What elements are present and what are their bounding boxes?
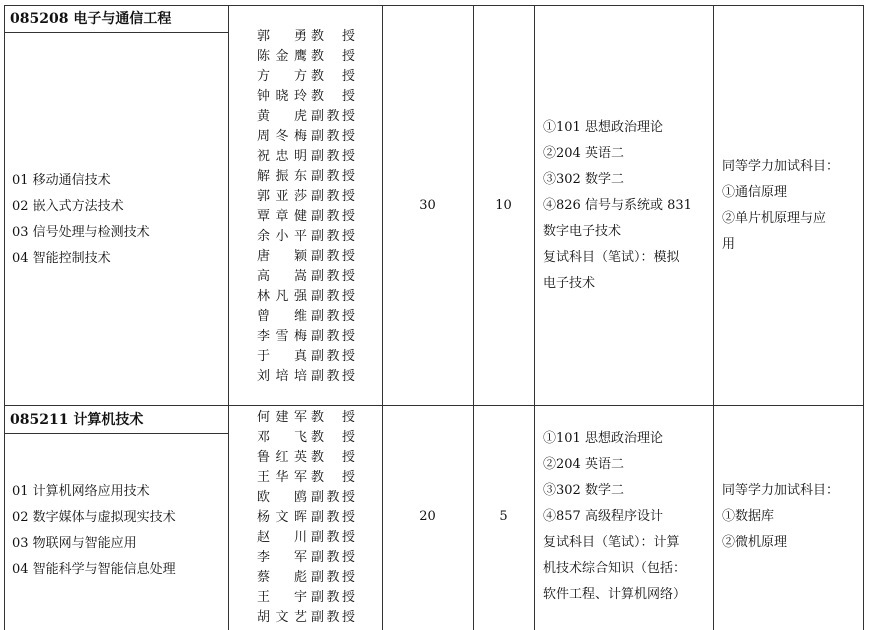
exam-line: 复试科目（笔试）：计算: [543, 535, 680, 550]
supervisor-row: [257, 27, 355, 47]
extra-line: ①数据库: [722, 509, 775, 524]
additional-exam: [722, 154, 862, 258]
supervisor-name: 钟晓玲: [257, 89, 307, 104]
exam-line: ②204 英语二: [543, 457, 624, 472]
supervisor-name: 于真: [257, 349, 307, 364]
supervisor-row: [257, 508, 355, 528]
supervisor-row: [257, 448, 355, 468]
exam-line: 数字电子技术: [543, 224, 622, 239]
supervisor-name: 何建军: [257, 410, 307, 425]
supervisor-rank: 副教授: [311, 289, 355, 304]
direction-item: 03 信号处理与检测技术: [12, 225, 150, 240]
recommended-count: 5: [499, 509, 508, 524]
supervisor-rank: 教授: [311, 89, 355, 104]
column-divider: [473, 5, 474, 630]
exam-line: 机技术综合知识（包括：: [543, 561, 687, 576]
extra-line: 同等学力加试科目：: [722, 159, 840, 174]
supervisor-rank: 副教授: [311, 309, 355, 324]
research-directions: [12, 479, 176, 583]
supervisor-name: 郭勇: [257, 29, 307, 44]
supervisor-row: [257, 327, 355, 347]
supervisor-name: 李雪梅: [257, 329, 307, 344]
supervisor-rank: 副教授: [311, 229, 355, 244]
supervisor-row: [257, 107, 355, 127]
enrollment-count: 20: [419, 509, 436, 524]
column-divider: [382, 5, 383, 630]
supervisor-name: 蔡彪: [257, 570, 307, 585]
supervisor-name: 赵川: [257, 530, 307, 545]
supervisor-name: 欧鸥: [257, 490, 307, 505]
enrollment-count: 30: [419, 198, 436, 213]
supervisor-rank: 教授: [311, 450, 355, 465]
table-border-top: [4, 5, 864, 6]
supervisor-row: [257, 588, 355, 608]
exam-line: ④826 信号与系统或 831: [543, 198, 692, 213]
supervisor-row: [257, 548, 355, 568]
supervisor-row: [257, 367, 355, 387]
extra-line: ②微机原理: [722, 535, 788, 550]
supervisor-name: 李军: [257, 550, 307, 565]
supervisor-name: 杨文晖: [257, 510, 307, 525]
supervisor-row: [257, 528, 355, 548]
supervisor-rank: 副教授: [311, 269, 355, 284]
supervisor-rank: 教授: [311, 69, 355, 84]
exam-subjects: [543, 426, 711, 608]
supervisor-name: 曾维: [257, 309, 307, 324]
supervisor-row: [257, 347, 355, 367]
extra-line: ①通信原理: [722, 185, 788, 200]
supervisor-name: 唐颖: [257, 249, 307, 264]
table-border-left: [4, 5, 5, 630]
supervisor-row: [257, 207, 355, 227]
supervisor-rank: 副教授: [311, 610, 355, 625]
additional-exam: [722, 478, 862, 556]
supervisor-name: 胡文艺: [257, 610, 307, 625]
exam-subjects: [543, 115, 711, 297]
supervisor-name: 林凡强: [257, 289, 307, 304]
supervisor-row: [257, 488, 355, 508]
supervisor-row: [257, 87, 355, 107]
direction-item: 02 嵌入式方法技术: [12, 199, 124, 214]
supervisor-rank: 教授: [311, 29, 355, 44]
supervisor-row: [257, 167, 355, 187]
supervisor-row: [257, 408, 355, 428]
exam-line: 电子技术: [543, 276, 596, 291]
exam-line: ①101 思想政治理论: [543, 120, 663, 135]
program-title: 085208 电子与通信工程: [10, 11, 172, 27]
supervisor-name: 高嵩: [257, 269, 307, 284]
supervisor-row: [257, 127, 355, 147]
supervisor-rank: 教授: [311, 470, 355, 485]
exam-line: 软件工程、计算机网络）: [543, 587, 687, 602]
supervisor-row: [257, 267, 355, 287]
supervisor-rank: 副教授: [311, 189, 355, 204]
title-divider: [4, 433, 228, 434]
exam-line: ④857 高级程序设计: [543, 509, 663, 524]
exam-line: ③302 数学二: [543, 483, 624, 498]
supervisor-rank: 副教授: [311, 109, 355, 124]
exam-line: ③302 数学二: [543, 172, 624, 187]
row-divider: [4, 405, 864, 406]
research-directions: [12, 168, 150, 272]
supervisor-rank: 副教授: [311, 510, 355, 525]
supervisor-name: 解振东: [257, 169, 307, 184]
extra-line: 用: [722, 237, 736, 252]
supervisor-rank: 教授: [311, 410, 355, 425]
direction-item: 04 智能控制技术: [12, 251, 111, 266]
supervisor-row: [257, 247, 355, 267]
column-divider: [534, 5, 535, 630]
supervisor-name: 鲁红英: [257, 450, 307, 465]
supervisor-name: 邓飞: [257, 430, 307, 445]
supervisor-rank: 副教授: [311, 209, 355, 224]
supervisor-name: 黄虎: [257, 109, 307, 124]
supervisor-rank: 副教授: [311, 249, 355, 264]
extra-line: ②单片机原理与应: [722, 211, 827, 226]
supervisor-name: 王宇: [257, 590, 307, 605]
extra-line: 同等学力加试科目：: [722, 483, 840, 498]
column-divider: [228, 5, 229, 630]
supervisor-rank: 副教授: [311, 570, 355, 585]
supervisor-name: 覃章健: [257, 209, 307, 224]
supervisor-row: [257, 307, 355, 327]
supervisor-name: 陈金鹰: [257, 49, 307, 64]
supervisor-rank: 副教授: [311, 530, 355, 545]
direction-item: 02 数字媒体与虚拟现实技术: [12, 510, 176, 525]
recommended-count: 10: [495, 198, 512, 213]
admissions-table: [4, 5, 864, 630]
supervisor-row: [257, 568, 355, 588]
exam-line: ②204 英语二: [543, 146, 624, 161]
supervisor-name: 祝忠明: [257, 149, 307, 164]
supervisor-rank: 副教授: [311, 349, 355, 364]
supervisor-list: [257, 408, 355, 628]
supervisor-row: [257, 147, 355, 167]
supervisor-row: [257, 67, 355, 87]
direction-item: 03 物联网与智能应用: [12, 536, 137, 551]
supervisor-row: [257, 608, 355, 628]
supervisor-row: [257, 468, 355, 488]
supervisor-rank: 副教授: [311, 129, 355, 144]
supervisor-rank: 副教授: [311, 490, 355, 505]
table-border-right: [863, 5, 864, 630]
supervisor-rank: 教授: [311, 49, 355, 64]
supervisor-rank: 副教授: [311, 329, 355, 344]
supervisor-rank: 副教授: [311, 590, 355, 605]
supervisor-row: [257, 187, 355, 207]
direction-item: 01 计算机网络应用技术: [12, 484, 150, 499]
supervisor-name: 方方: [257, 69, 307, 84]
supervisor-name: 刘培培: [257, 369, 307, 384]
exam-line: 复试科目（笔试）：模拟: [543, 250, 680, 265]
supervisor-name: 王华军: [257, 470, 307, 485]
direction-item: 04 智能科学与智能信息处理: [12, 562, 176, 577]
supervisor-list: [257, 27, 355, 387]
supervisor-rank: 副教授: [311, 369, 355, 384]
supervisor-name: 余小平: [257, 229, 307, 244]
supervisor-rank: 副教授: [311, 550, 355, 565]
title-divider: [4, 32, 228, 33]
supervisor-rank: 副教授: [311, 149, 355, 164]
program-title: 085211 计算机技术: [10, 412, 144, 428]
column-divider: [713, 5, 714, 630]
supervisor-rank: 副教授: [311, 169, 355, 184]
direction-item: 01 移动通信技术: [12, 173, 111, 188]
supervisor-rank: 教授: [311, 430, 355, 445]
supervisor-name: 周冬梅: [257, 129, 307, 144]
exam-line: ①101 思想政治理论: [543, 431, 663, 446]
supervisor-row: [257, 227, 355, 247]
supervisor-row: [257, 428, 355, 448]
supervisor-row: [257, 287, 355, 307]
supervisor-name: 郭亚莎: [257, 189, 307, 204]
supervisor-row: [257, 47, 355, 67]
